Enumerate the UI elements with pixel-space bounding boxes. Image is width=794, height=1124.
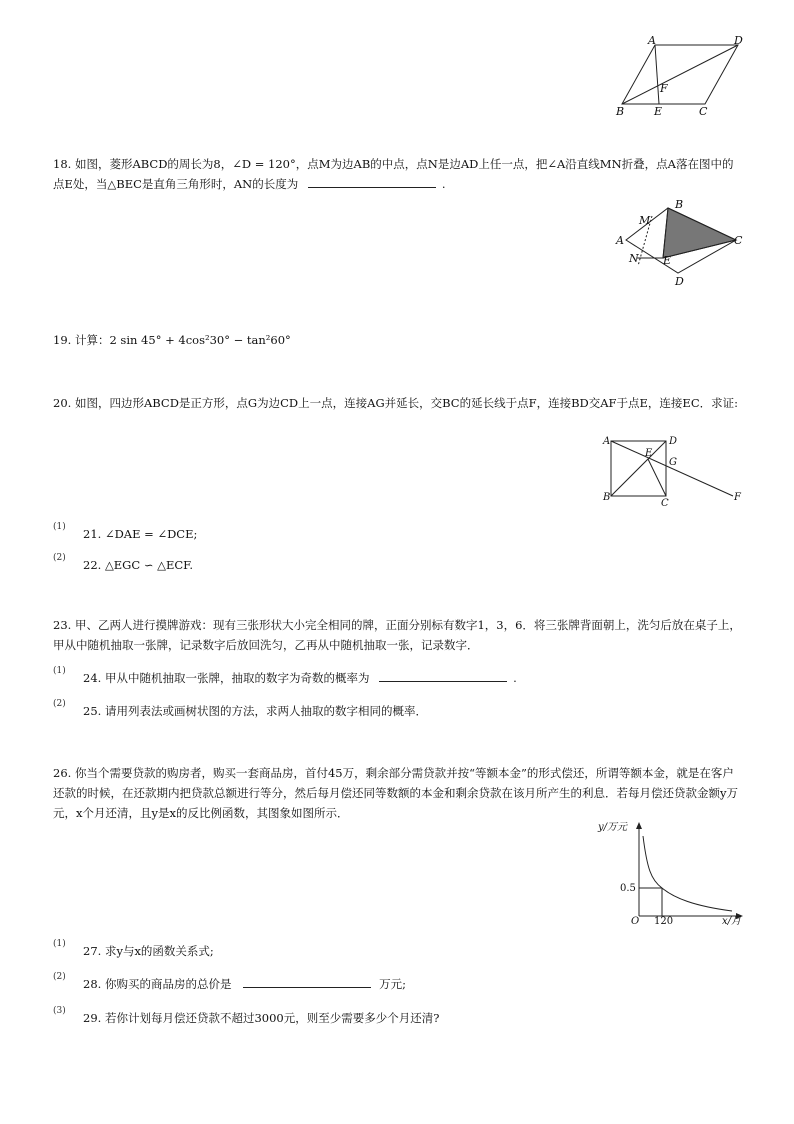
label-c: C bbox=[734, 234, 743, 247]
question-21-text: 21. ∠DAE = ∠DCE; bbox=[83, 527, 198, 541]
question-20 bbox=[53, 393, 743, 413]
answer-blank-28[interactable] bbox=[243, 975, 371, 988]
label-g: G bbox=[669, 457, 677, 468]
question-18-end: . bbox=[441, 177, 446, 191]
label-c: C bbox=[699, 105, 708, 118]
label-e: E bbox=[663, 254, 672, 267]
label-f: F bbox=[734, 492, 741, 503]
label-d: D bbox=[734, 34, 743, 47]
question-22 bbox=[53, 553, 193, 574]
part-tag: (2) bbox=[53, 553, 66, 563]
question-27 bbox=[53, 939, 214, 960]
question-23-text: 23. 甲、乙两人进行摸牌游戏：现有三张形状大小完全相同的牌，正面分别标有数字1，3，6．将三张牌背面朝上，洗匀后放在桌子上，甲从中随机抽取一张牌，记录数字后放回洗匀，乙再从中随机抽取一张，记录数字． bbox=[53, 618, 741, 652]
question-26-text: 26. 你当个需要贷款的购房者，购买一套商品房，首付45万，剩余部分需贷款并按“等额本金”的形式偿还，所谓等额本金，就是在客户还款的时候，在还款期内把贷款总额进行等分，然后每月偿还同等数额的本金和剩余贷款在该月所产生的利息．若每月偿还贷款金额y万元，x个月还清，且y是x的反比例函数，其图象如图所示． bbox=[53, 766, 738, 820]
label-a: A bbox=[603, 436, 611, 447]
label-b: B bbox=[616, 105, 625, 118]
label-b: B bbox=[675, 198, 684, 211]
question-28 bbox=[53, 972, 406, 993]
question-24-end: . bbox=[513, 671, 517, 685]
part-tag: (1) bbox=[53, 939, 66, 949]
label-n: N bbox=[629, 252, 639, 265]
x-axis-label: x/月 bbox=[722, 916, 742, 927]
part-tag: (1) bbox=[53, 522, 66, 532]
question-25-text: 25. 请用列表法或画树状图的方法，求两人抽取的数字相同的概率． bbox=[83, 704, 427, 718]
figure-parallelogram bbox=[610, 34, 760, 120]
question-26 bbox=[53, 763, 743, 823]
label-e: E bbox=[654, 105, 663, 118]
figure-rhombus bbox=[612, 196, 752, 288]
part-tag: (2) bbox=[53, 699, 66, 709]
question-22-text: 22. △EGC ∽ △ECF. bbox=[83, 558, 193, 572]
question-20-text: 20. 如图，四边形ABCD是正方形，点G为边CD上一点，连接AG并延长，交BC的延长线于点F，连接BD交AF于点E，连接EC．求证: bbox=[53, 396, 738, 410]
question-28-end: 万元; bbox=[379, 977, 406, 991]
question-23 bbox=[53, 615, 743, 655]
question-27-text: 27. 求y与x的函数关系式; bbox=[83, 944, 214, 958]
question-21 bbox=[53, 522, 198, 543]
figure-inverse-graph bbox=[594, 818, 744, 930]
question-29-text: 29. 若你计划每月偿还贷款不超过3000元，则至少需要多少个月还清? bbox=[83, 1011, 440, 1025]
label-d: D bbox=[669, 436, 678, 447]
figure-square bbox=[598, 432, 748, 512]
y-tick-label: 0.5 bbox=[620, 883, 636, 894]
question-25 bbox=[53, 699, 427, 720]
question-24-text: 24. 甲从中随机抽取一张牌，抽取的数字为奇数的概率为 bbox=[83, 671, 370, 685]
answer-blank-18[interactable] bbox=[308, 175, 436, 188]
label-f: F bbox=[660, 82, 668, 95]
label-m: M bbox=[639, 214, 651, 227]
part-tag: (2) bbox=[53, 972, 66, 982]
part-tag: (3) bbox=[53, 1006, 66, 1016]
label-d: D bbox=[675, 275, 684, 288]
question-18 bbox=[53, 154, 743, 194]
question-18-text: 18. 如图，菱形ABCD的周长为8，∠D = 120°，点M为边AB的中点，点N是边AD上任一点，把∠A沿直线MN折叠，点A落在图中的点E处，当△BEC是直角三角形时，AN的长度为 bbox=[53, 157, 734, 191]
label-a: A bbox=[648, 34, 656, 47]
answer-blank-24[interactable] bbox=[379, 669, 507, 682]
question-19 bbox=[53, 330, 743, 350]
label-c: C bbox=[661, 498, 669, 509]
question-29 bbox=[53, 1006, 440, 1027]
origin-label: O bbox=[631, 916, 640, 927]
label-a: A bbox=[616, 234, 624, 247]
y-axis-label: y/万元 bbox=[598, 822, 628, 833]
label-b: B bbox=[603, 492, 611, 503]
label-e: E bbox=[645, 448, 653, 459]
question-24 bbox=[53, 666, 517, 687]
x-tick-label: 120 bbox=[654, 916, 674, 927]
question-19-text: 19. 计算：2 sin 45° + 4cos²30° − tan²60° bbox=[53, 333, 291, 347]
part-tag: (1) bbox=[53, 666, 66, 676]
question-28-text: 28. 你购买的商品房的总价是 bbox=[83, 977, 232, 991]
